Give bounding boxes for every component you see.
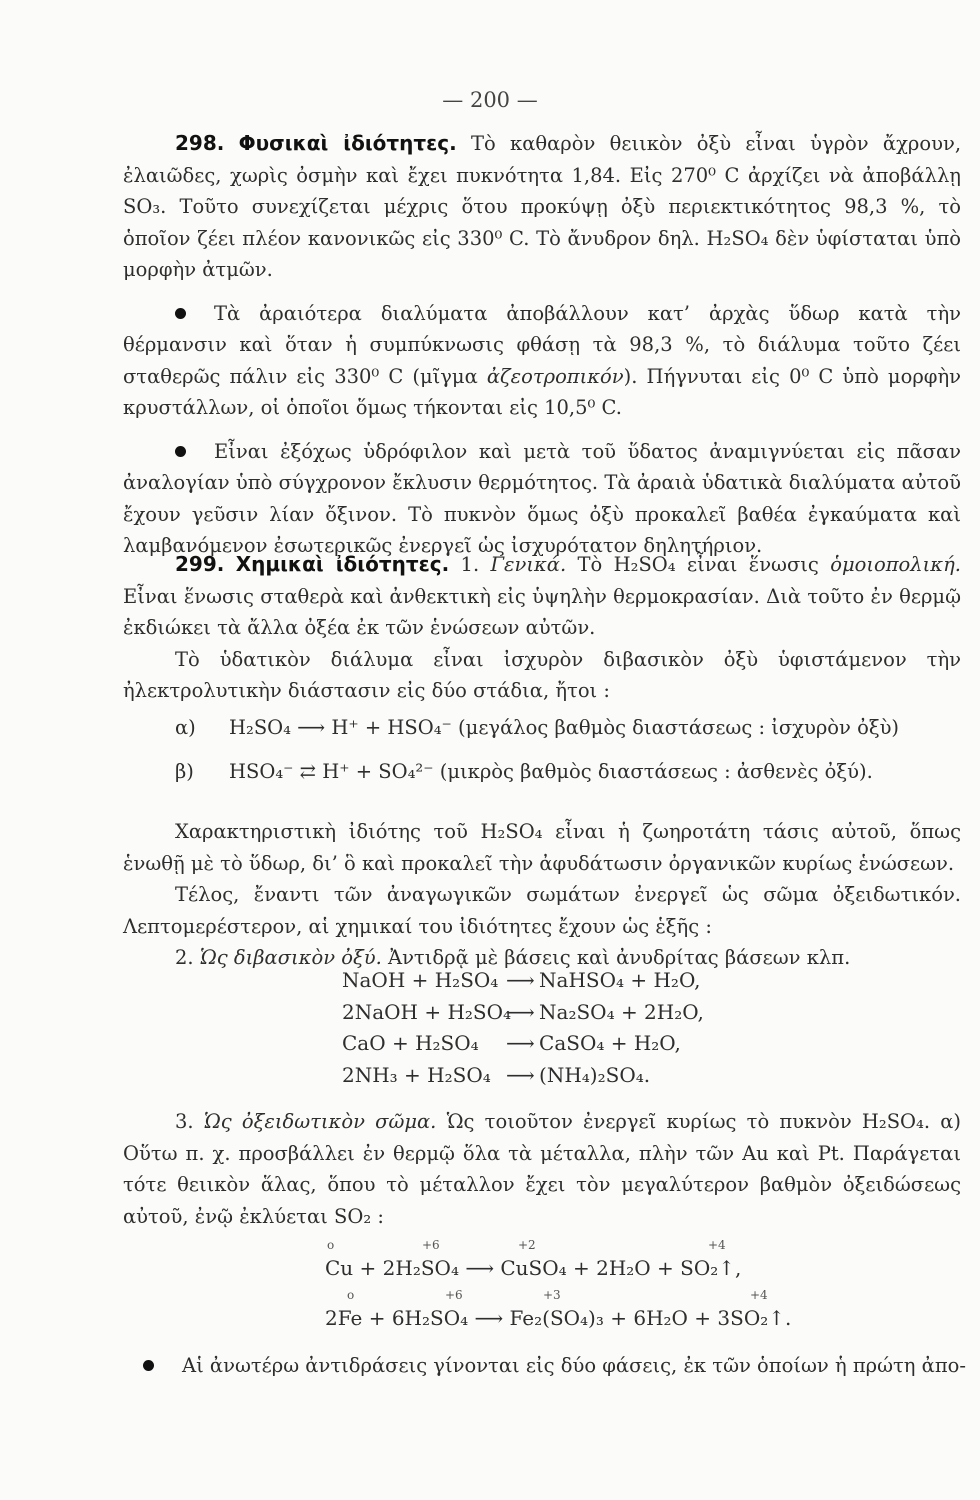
- reaction-lhs: 2NH₃ + H₂SO₄: [342, 1062, 491, 1087]
- section-properties: [123, 816, 961, 974]
- bullet-paragraph: [123, 436, 961, 562]
- oxidation-number: +4: [708, 1238, 726, 1252]
- paragraph-text: ). Πήγνυται εἰς 0⁰ C ὑπὸ μορφὴν κρυστάλλων, οἱ ὁποῖοι ὅμως τήκονται εἰς 10,5⁰ C.: [123, 364, 961, 419]
- section-title: Φυσικαὶ ἰδιότητες.: [238, 131, 457, 155]
- bullet-paragraph: [123, 298, 961, 424]
- reaction-row: [342, 1028, 704, 1060]
- oxidation-number: +3: [543, 1288, 561, 1302]
- item-number: 3.: [175, 1110, 194, 1133]
- paragraph-text: Τὰ ἀραιότερα διαλύματα ἀποβάλλουν κατ’ ἀρχὰς ὕδωρ κατὰ τὴν θέρμανσιν καὶ ὅταν ἡ συμπύκνωσις φθάσῃ τὰ 98,3 %, τὸ διάλυμα τοῦτο ζέει σταθερῶς πάλιν εἰς 330⁰ C (μῖγμα: [123, 301, 961, 388]
- subsection-title: Γενικά.: [490, 553, 567, 576]
- equation-label: β): [175, 760, 194, 783]
- reaction-row: [342, 965, 704, 997]
- arrow-icon: ⟶: [506, 999, 533, 1024]
- equation-alpha: [123, 712, 961, 756]
- reaction-lhs: NaOH + H₂SO₄: [342, 968, 499, 992]
- bullet-final: [123, 1350, 966, 1382]
- equation-beta: [123, 756, 961, 800]
- reaction-equation: Cu + 2H₂SO₄ ⟶ CuSO₄ + 2H₂O + SO₂↑,: [325, 1256, 742, 1280]
- reaction-rhs: Na₂SO₄ + 2H₂O,: [539, 999, 704, 1024]
- arrow-icon: ⟶: [506, 1031, 533, 1055]
- bullet-paragraph: [123, 1350, 966, 1382]
- paragraph-298: [123, 128, 961, 286]
- item-text: Ὡς τοιοῦτον ἐνεργεῖ κυρίως τὸ πυκνὸν H₂SO₄. α) Οὕτω π. χ. προσβάλλει ἐν θερμῷ ὅλα τὰ μέταλλα, πλὴν τῶν Au καὶ Pt. Παράγεται τότε θειικὸν ἅλας, ὅπου τὸ μέταλλον ἔχει τὸν μεγαλύτερον βαθμὸν ὀξειδώσεως αὐτοῦ, ἐνῷ ἐκλύεται SO₂ :: [123, 1110, 962, 1228]
- oxidation-number: +4: [750, 1288, 768, 1302]
- reaction-lhs: 2NaOH + H₂SO₄: [342, 999, 512, 1024]
- paragraph-text: Τὸ H₂SO₄ εἶναι ἕνωσις: [577, 553, 831, 576]
- arrow-icon: ⟶: [506, 1062, 533, 1087]
- equation: H₂SO₄ ⟶ H⁺ + HSO₄⁻: [229, 716, 452, 739]
- equation: HSO₄⁻ ⇄ H⁺ + SO₄²⁻: [229, 760, 434, 783]
- item-3: [123, 1106, 961, 1232]
- equation-note: (μεγάλος βαθμὸς διαστάσεως : ἰσχυρὸν ὀξὺ): [458, 716, 900, 739]
- section-299: [123, 549, 961, 707]
- section-number: 298.: [175, 131, 225, 155]
- item-title: Ὡς διβασικὸν ὀξύ.: [199, 946, 382, 969]
- section-298: [123, 128, 961, 562]
- oxidation-number: o: [327, 1238, 335, 1252]
- paragraph-dissociation-intro: Τὸ ὑδατικὸν διάλυμα εἶναι ἰσχυρὸν διβασικὸν ὀξὺ ὑφιστάμενον τὴν ἠλεκτρολυτικὴν διάστασιν εἰς δύο στάδια, ἤτοι :: [123, 647, 961, 702]
- reaction-lhs: CaO + H₂SO₄: [342, 1031, 479, 1055]
- paragraph-characteristic: Χαρακτηριστικὴ ἰδιότης τοῦ H₂SO₄ εἶναι ἡ ζωηροτάτη τάσις αὐτοῦ, ὅπως ἑνωθῇ μὲ τὸ ὕδωρ, δι’ ὃ καὶ προκαλεῖ τὴν ἀφυδάτωσιν ὀργανικῶν κυρίως ἑνώσεων.: [123, 820, 961, 875]
- paragraph-text: Εἶναι ἕνωσις σταθερὰ καὶ ἀνθεκτικὴ εἰς ὑψηλὴν θερμοκρασίαν. Διὰ τοῦτο ἐν θερμῷ ἐκδιώκει τὰ ἄλλα ὀξέα ἐκ τῶν ἑνώσεων αὐτῶν.: [123, 584, 961, 639]
- oxidation-number: +6: [445, 1288, 463, 1302]
- dissociation-equations: [123, 712, 961, 800]
- reaction-rhs: NaHSO₄ + H₂O,: [539, 968, 701, 992]
- paragraph-299: [123, 549, 961, 644]
- bullet-icon: [175, 446, 186, 457]
- section-number: 299.: [175, 552, 225, 576]
- reaction-row: [342, 1060, 704, 1092]
- reaction-row: [342, 997, 704, 1029]
- paragraph-text: Αἱ ἀνωτέρω ἀντιδράσεις γίνονται εἰς δύο φάσεις, ἐκ τῶν ὁποίων ἡ πρώτη ἀπο-: [182, 1354, 966, 1377]
- reaction-rhs: CaSO₄ + H₂O,: [539, 1031, 681, 1055]
- base-reactions: [342, 965, 704, 1091]
- reaction-equation: 2Fe + 6H₂SO₄ ⟶ Fe₂(SO₄)₃ + 6H₂O + 3SO₂↑.: [325, 1306, 792, 1330]
- bullet-icon: [143, 1360, 154, 1371]
- redox-reaction-fe: [325, 1286, 885, 1346]
- paragraph-text: Τὸ καθαρὸν θειικὸν ὀξὺ εἶναι ὑγρὸν ἄχρουν, ἐλαιῶδες, χωρὶς ὀσμὴν καὶ ἔχει πυκνότητα 1,84. Εἰς 270⁰ C ἀρχίζει νὰ ἀποβάλλῃ SO₃. Τοῦτο συνεχίζεται μέχρις ὅτου προκύψῃ ὀξὺ περιεκτικότητος 98,3 %, τὸ ὁποῖον ζέει πλέον κανονικῶς εἰς 330⁰ C. Τὸ ἄνυδρον δηλ. H₂SO₄ δὲν ὑφίσταται ὑπὸ μορφὴν ἀτμῶν.: [123, 132, 962, 281]
- italic-term: ἀζεοτροπικόν: [486, 364, 624, 388]
- subsection-number: 1.: [460, 553, 480, 576]
- oxidation-number: +6: [422, 1238, 440, 1252]
- equation-note: (μικρὸς βαθμὸς διαστάσεως : ἀσθενὲς ὀξύ).: [439, 760, 873, 783]
- paragraph-final: Τέλος, ἔναντι τῶν ἀναγωγικῶν σωμάτων ἐνεργεῖ ὡς σῶμα ὀξειδωτικόν. Λεπτομερέστερον, αἱ χημικαί του ἰδιότητες ἔχουν ὡς ἑξῆς :: [123, 883, 961, 938]
- section-title: Χημικαὶ ἰδιότητες.: [235, 552, 450, 576]
- italic-term: ὁμοιοπολική.: [830, 553, 961, 576]
- oxidation-number: +2: [518, 1238, 536, 1252]
- equation-label: α): [175, 716, 196, 739]
- bullet-icon: [175, 308, 186, 319]
- paragraph-oxidising: [123, 1106, 961, 1232]
- reaction-rhs: (NH₄)₂SO₄.: [539, 1062, 651, 1087]
- page-number: — 200 —: [442, 88, 538, 112]
- item-text: Ἀντιδρᾷ μὲ βάσεις καὶ ἀνυδρίτας βάσεων κλπ.: [388, 946, 851, 969]
- oxidation-number: o: [347, 1288, 355, 1302]
- paragraph-text: Εἶναι ἐξόχως ὑδρόφιλον καὶ μετὰ τοῦ ὕδατος ἀναμιγνύεται εἰς πᾶσαν ἀναλογίαν ὑπὸ σύγχρονον ἔκλυσιν θερμότητος. Τὰ ἀραιὰ ὑδατικὰ διαλύματα αὐτοῦ ἔχουν γεῦσιν λίαν ὄξινον. Τὸ πυκνὸν ὅμως ὀξὺ προκαλεῖ βαθέα ἐγκαύματα καὶ λαμβανόμενον ἐσωτερικῶς ἐνεργεῖ ὡς ἰσχυρότατον δηλητήριον.: [123, 439, 961, 557]
- item-title: Ὡς ὀξειδωτικὸν σῶμα.: [203, 1110, 437, 1133]
- arrow-icon: ⟶: [506, 968, 533, 992]
- item-number: 2.: [175, 946, 194, 969]
